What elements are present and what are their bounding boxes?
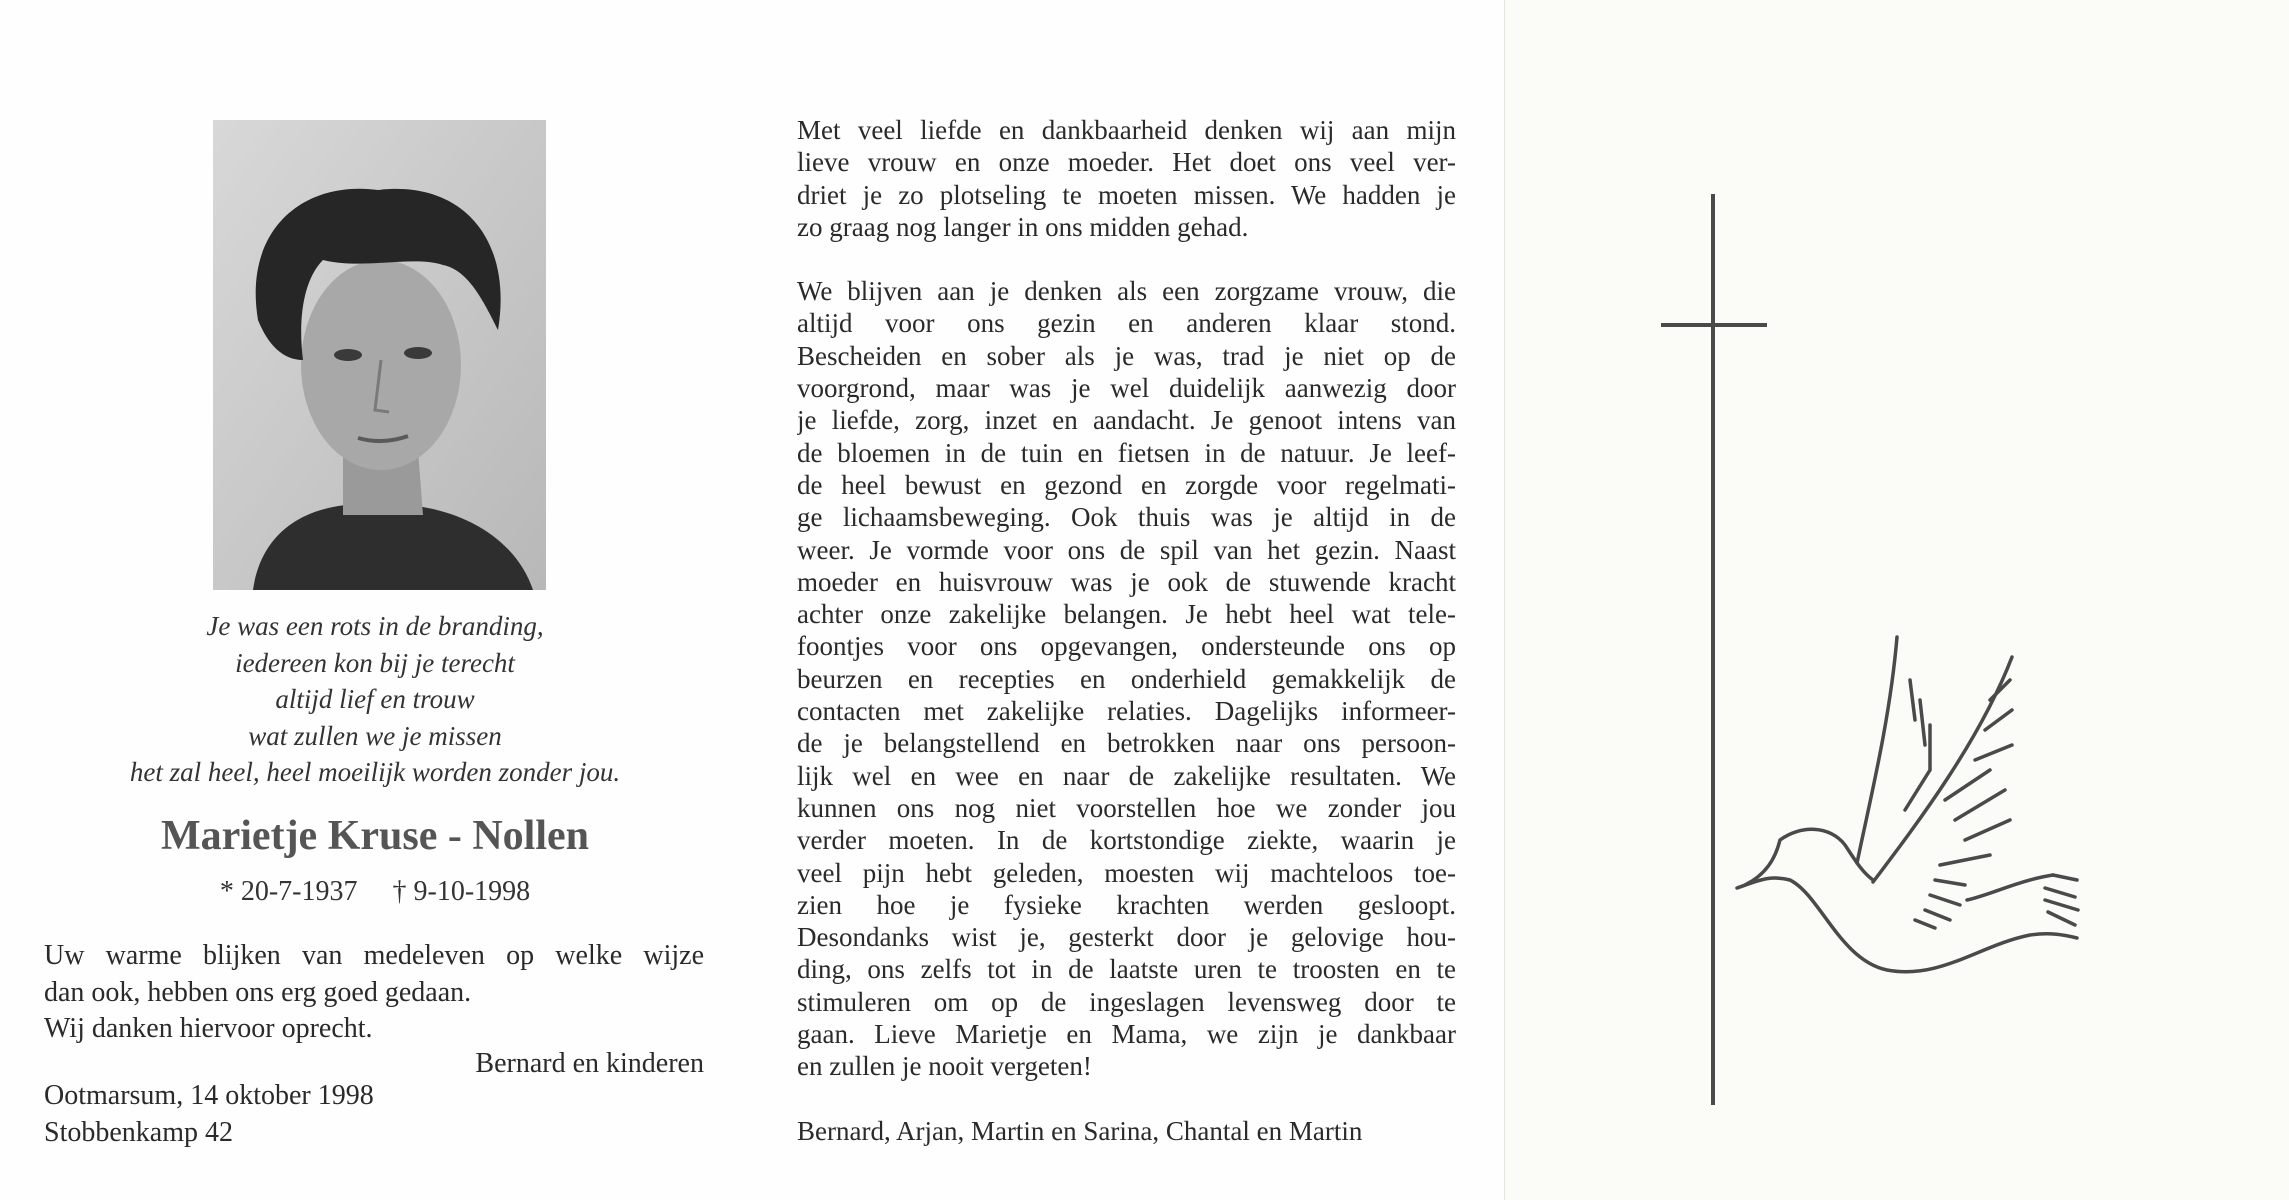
- portrait-image: [213, 120, 546, 590]
- text-line: gaan. Lieve Marietje en Mama, we zijn je dankbaar: [797, 1019, 1456, 1050]
- text-paragraph: [797, 1115, 1456, 1147]
- memorial-poem: [60, 608, 690, 791]
- text-line: ge lichaamsbeweging. Ook thuis was je altijd in de: [797, 502, 1456, 533]
- text-paragraph: [797, 275, 1456, 1082]
- poem-line: wat zullen we je missen: [248, 720, 502, 751]
- place-date: Ootmarsum, 14 oktober 1998: [44, 1080, 374, 1111]
- text-line: voorgrond, maar was je wel duidelijk aanwezig door: [797, 373, 1456, 404]
- thanks-line: Wij danken hiervoor oprecht.: [44, 1013, 373, 1044]
- right-panel: [1504, 0, 2289, 1200]
- thanks-line: Uw warme blijken van medeleven op welke wijze: [44, 940, 704, 971]
- text-line: Met veel liefde en dankbaarheid denken wij aan mijn: [797, 115, 1456, 145]
- text-line: moeder en huisvrouw was je ook de stuwende kracht: [797, 566, 1456, 597]
- text-line: zo graag nog langer in ons midden gehad.: [797, 211, 1249, 242]
- thanks-message: [44, 938, 704, 1048]
- text-line: Bernard, Arjan, Martin en Sarina, Chantal en Martin: [797, 1115, 1363, 1146]
- text-line: beurzen en recepties en onderhield gemakkelijk de: [797, 663, 1456, 694]
- thanks-signature: Bernard en kinderen: [475, 1048, 704, 1079]
- deceased-name: Marietje Kruse - Nollen: [160, 813, 590, 859]
- poem-line: Je was een rots in de branding,: [206, 611, 544, 641]
- text-line: achter onze zakelijke belangen. Je hebt heel wat tele-: [797, 599, 1456, 630]
- place-and-address: [44, 1078, 374, 1151]
- text-line: de je belangstellend en betrokken naar ons persoon-: [797, 728, 1456, 759]
- poem-line: altijd lief en trouw: [275, 684, 475, 714]
- memorial-text: [797, 114, 1456, 1179]
- text-line: altijd voor ons gezin en anderen klaar stond.: [797, 308, 1456, 339]
- text-line: je liefde, zorg, inzet en aandacht. Je genoot intens van: [797, 405, 1456, 436]
- text-line: en zullen je nooit vergeten!: [797, 1051, 1092, 1082]
- text-line: Desondanks wist je, gesterkt door je gelovige hou-: [797, 922, 1456, 953]
- birth-date: * 20-7-1937: [219, 876, 358, 907]
- text-line: weer. Je vormde voor ons de spil van het gezin. Naast: [797, 534, 1456, 565]
- poem-line: het zal heel, heel moeilijk worden zonder jou.: [129, 757, 621, 787]
- text-line: kunnen ons nog niet voorstellen hoe we zonder jou: [797, 792, 1456, 823]
- text-line: foontjes voor ons opgevangen, ondersteunde ons op: [797, 631, 1456, 662]
- text-line: de heel bewust en gezond en zorgde voor regelmati-: [797, 469, 1456, 500]
- text-line: lieve vrouw en onze moeder. Het doet ons veel ver-: [797, 147, 1456, 178]
- poem-line: iedereen kon bij je terecht: [235, 647, 515, 678]
- text-line: stimuleren om op de ingeslagen levensweg door te: [797, 986, 1456, 1017]
- text-paragraph: [797, 114, 1456, 243]
- text-line: de bloemen in de tuin en fietsen in de natuur. Je leef-: [797, 437, 1456, 468]
- text-line: ding, ons zelfs tot in de laatste uren te troosten en te: [797, 954, 1456, 985]
- thanks-line: dan ook, hebben ons erg goed gedaan.: [44, 976, 472, 1008]
- death-date: † 9-10-1998: [392, 876, 531, 907]
- text-line: verder moeten. In de kortstondige ziekte, waarin je: [797, 825, 1456, 856]
- life-dates: [60, 876, 690, 908]
- text-line: zien hoe je fysieke krachten werden gesloopt.: [797, 889, 1456, 920]
- text-line: contacten met zakelijke relaties. Dagelijks informeer-: [797, 696, 1456, 727]
- portrait-photo: [213, 120, 546, 590]
- text-line: lijk wel en wee en naar de zakelijke resultaten. We: [797, 760, 1456, 791]
- text-line: driet je zo plotseling te moeten missen. We hadden je: [797, 179, 1456, 210]
- address: Stobbenkamp 42: [44, 1116, 233, 1148]
- text-line: Bescheiden en sober als je was, trad je niet op de: [797, 340, 1456, 371]
- text-line: veel pijn hebt geleden, moesten wij machteloos toe-: [797, 857, 1456, 888]
- text-line: We blijven aan je denken als een zorgzame vrouw, die: [797, 276, 1456, 307]
